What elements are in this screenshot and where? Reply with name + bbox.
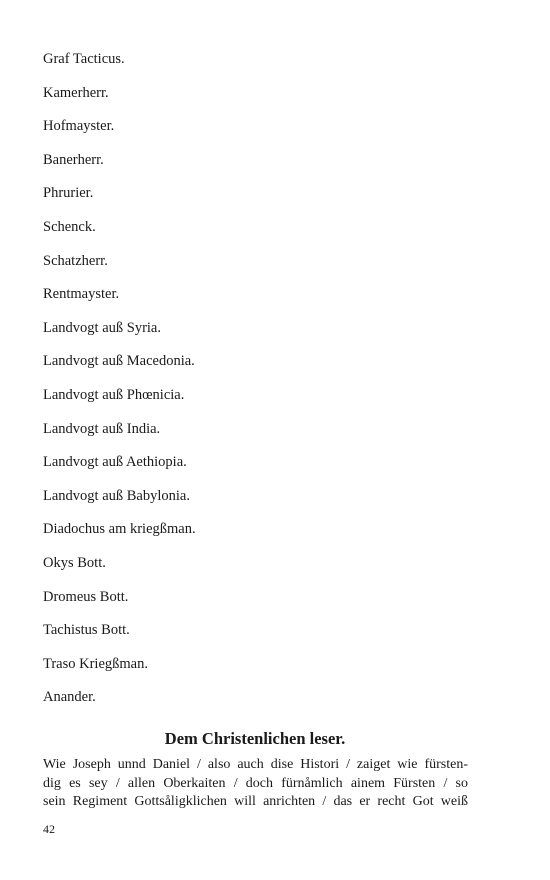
cast-item: Diadochus am kriegßman.	[43, 521, 196, 538]
cast-item: Landvogt auß Aethiopia.	[43, 454, 187, 471]
section-heading: Dem Christenlichen leser.	[164, 729, 346, 748]
cast-item: Phrurier.	[43, 185, 94, 202]
cast-item: Kamerherr.	[43, 84, 109, 101]
cast-item: Graf Tacticus.	[43, 51, 125, 67]
cast-item: Okys Bott.	[43, 554, 106, 571]
cast-item: Landvogt auß India.	[43, 420, 161, 437]
cast-item: Schatzherr.	[43, 252, 108, 269]
cast-item: Schenck.	[43, 218, 96, 235]
cast-item: Anander.	[43, 689, 96, 706]
cast-item: Landvogt auß Babylonia.	[43, 487, 190, 504]
body-paragraph	[43, 756, 468, 812]
cast-item: Banerherr.	[43, 151, 104, 168]
cast-item: Rentmayster.	[43, 286, 120, 303]
cast-item: Landvogt auß Phœnicia.	[43, 386, 185, 403]
body-line: Wie Joseph unnd Daniel / also auch dise Histori / zaiget wie fürsten-	[43, 757, 468, 772]
cast-item: Tachistus Bott.	[43, 622, 130, 639]
cast-list	[43, 50, 196, 722]
cast-item: Hofmayster.	[43, 118, 115, 135]
cast-item: Dromeus Bott.	[43, 588, 129, 605]
page-number: 42	[43, 822, 55, 836]
body-line: dig es sey / allen Oberkaiten / doch fürnåmlich ainem Fürsten / so	[43, 775, 468, 791]
body-line: sein Regiment Gottsåligklichen will anrichten / das er recht Got weiß	[43, 794, 468, 809]
cast-item: Traso Kriegßman.	[43, 655, 148, 672]
cast-item: Landvogt auß Syria.	[43, 319, 161, 336]
cast-item: Landvogt auß Macedonia.	[43, 353, 195, 370]
